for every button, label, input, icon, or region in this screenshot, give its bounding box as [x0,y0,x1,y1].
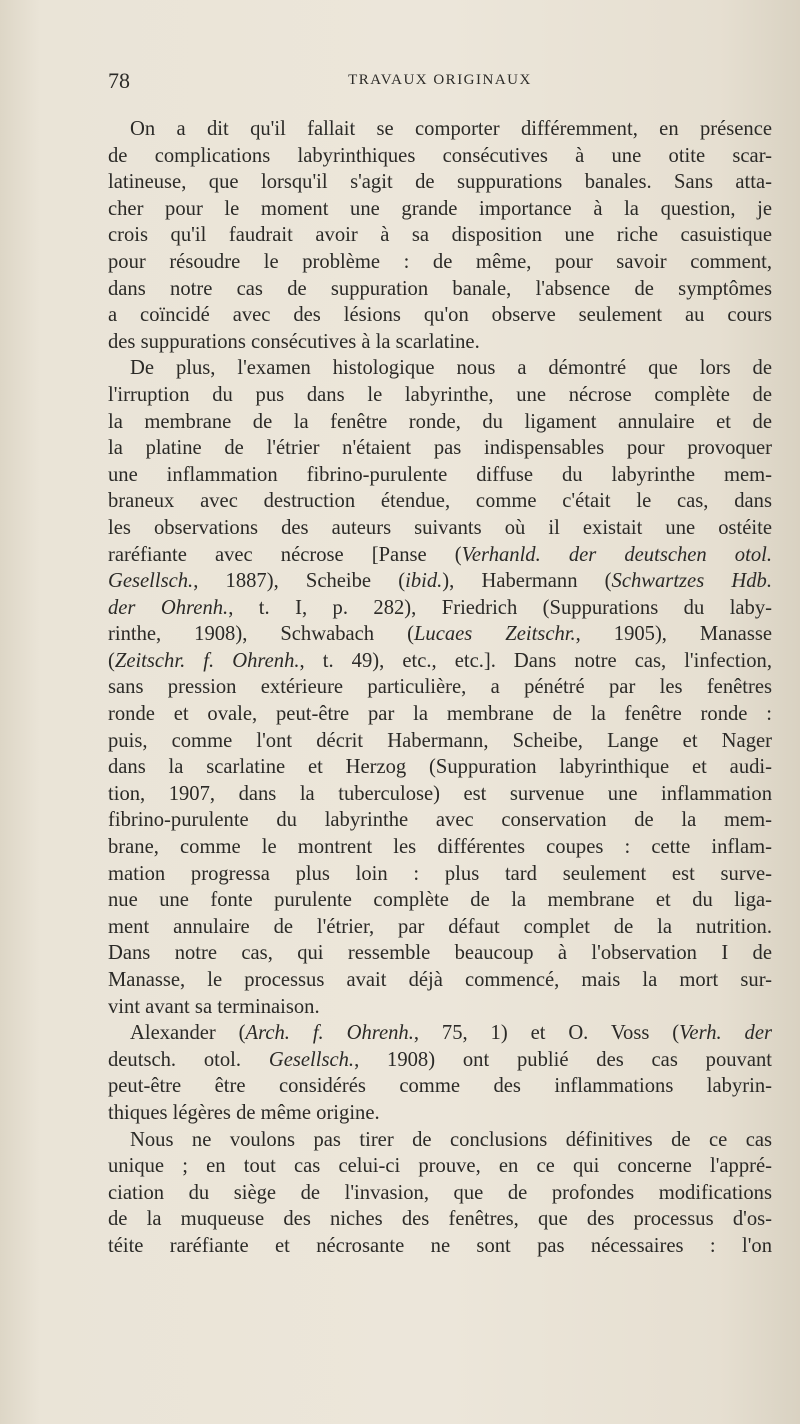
text-line: Dans notre cas, qui ressemble beaucoup à l'observation I de [108,942,772,965]
text-line: Manasse, le processus avait déjà commencé, mais la mort sur- [108,969,772,991]
text-line: De plus, l'examen histologique nous a démontré que lors de [130,357,772,380]
text-line: de complications labyrinthiques consécutives à une otite scar- [108,144,772,167]
document-page [108,60,772,1260]
text-line: unique ; en tout cas celui-ci prouve, en ce qui concerne l'appré- [108,1155,772,1178]
page-header [108,60,772,100]
text-line: brane, comme le montrent les différentes coupes : cette inflam- [108,836,772,859]
text-line: ment annulaire de l'étrier, par défaut complet de la nutrition. [108,915,772,938]
text-line: dans la scarlatine et Herzog (Suppuration labyrinthique et audi- [108,756,772,779]
text-line: crois qu'il faudrait avoir à sa disposition une riche casuistique [108,224,772,247]
text-line: deutsch. otol. Gesellsch., 1908) ont publié des cas pouvant [108,1048,772,1071]
text-line: la membrane de la fenêtre ronde, du ligament annulaire et de [108,410,772,433]
text-line: sans pression extérieure particulière, a pénétré par les fenêtres [108,676,772,699]
text-line: (Zeitschr. f. Ohrenh., t. 49), etc., etc.]. Dans notre cas, l'infection, [108,649,772,672]
text-line: ronde et ovale, peut-être par la membrane de la fenêtre ronde : [108,703,772,726]
text-line: der Ohrenh., t. I, p. 282), Friedrich (Suppurations du laby- [108,596,773,619]
text-line: latineuse, que lorsqu'il s'agit de suppurations banales. Sans atta- [108,171,772,194]
text-line: pour résoudre le problème : de même, pour savoir comment, [108,250,772,273]
text-line: une inflammation fibrino-purulente diffuse du labyrinthe mem- [108,463,772,486]
text-line: de la muqueuse des niches des fenêtres, que des processus d'os- [108,1208,772,1231]
text-line: des suppurations consécutives à la scarlatine. [108,330,480,353]
text-line: ciation du siège de l'invasion, que de profondes modifications [108,1181,772,1204]
text-line: thiques légères de même origine. [108,1101,380,1124]
text-line: puis, comme l'ont décrit Habermann, Scheibe, Lange et Nager [108,729,772,752]
text-line: Alexander (Arch. f. Ohrenh., 75, 1) et O. Voss (Verh. der [130,1022,772,1045]
text-line: a coïncidé avec des lésions qu'on observe seulement au cours [108,304,772,327]
text-line: rinthe, 1908), Schwabach (Lucaes Zeitschr., 1905), Manasse [108,623,772,646]
text-line: braneux avec destruction étendue, comme c'était le cas, dans [108,490,772,513]
text-line: tion, 1907, dans la tuberculose) est survenue une inflammation [108,782,772,805]
text-line: cher pour le moment une grande importance à la question, je [108,197,772,220]
text-line: nue une fonte purulente complète de la membrane et du liga- [108,889,772,912]
body-text [108,116,772,1260]
text-line: Nous ne voulons pas tirer de conclusions définitives de ce cas [130,1128,772,1151]
text-line: la platine de l'étrier n'étaient pas indispensables pour provoquer [108,437,772,460]
text-line: peut-être être considérés comme des inflammations labyrin- [108,1075,772,1098]
text-line: dans notre cas de suppuration banale, l'absence de symptômes [108,277,772,300]
text-line: les observations des auteurs suivants où il existait une ostéite [108,516,772,539]
text-line: l'irruption du pus dans le labyrinthe, une nécrose complète de [108,383,772,406]
text-line: On a dit qu'il fallait se comporter différemment, en présence [130,118,772,140]
running-head: TRAVAUX ORIGINAUX [348,72,532,88]
text-line: téite raréfiante et nécrosante ne sont pas nécessaires : l'on [108,1234,772,1257]
text-line: mation progressa plus loin : plus tard seulement est surve- [108,862,772,885]
text-line: fibrino-purulente du labyrinthe avec conservation de la mem- [108,809,772,832]
text-line: vint avant sa terminaison. [108,995,320,1018]
page-number: 78 [108,68,130,93]
text-line: raréfiante avec nécrose [Panse (Verhanld. der deutschen otol. [108,543,772,566]
text-line: Gesellsch., 1887), Scheibe (ibid.), Habermann (Schwartzes Hdb. [108,570,772,593]
